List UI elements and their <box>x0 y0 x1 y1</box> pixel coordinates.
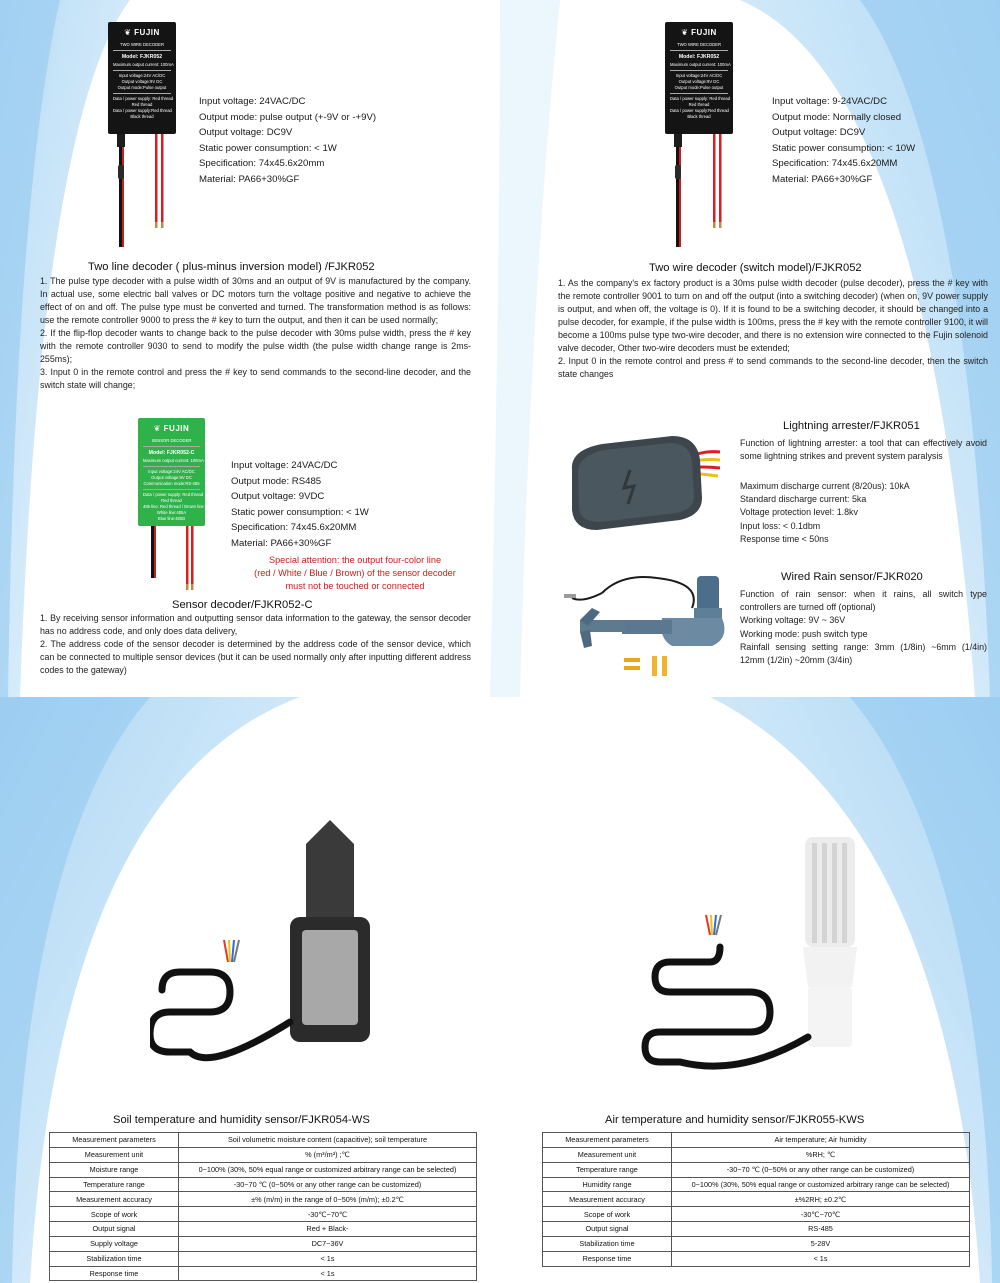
decoder-right-title: Two wire decoder (switch model)/FJKR052 <box>649 262 862 274</box>
box-line: Output voltage:9V DC <box>678 79 720 84</box>
rain-line: Rainfall sensing setting range: 3mm (1/8in) ~6mm (1/4in) 12mm (1/2in) ~20mm (3/4in) <box>740 641 987 666</box>
sensor-decoder-box <box>138 418 205 526</box>
box-line: Output mode:Pulse output <box>674 85 724 90</box>
rain-title: Wired Rain sensor/FJKR020 <box>781 571 923 583</box>
rain-line: Function of rain sensor: when it rains, all switch type controllers are turned off (optional) <box>740 589 987 613</box>
table-row <box>50 1192 477 1207</box>
decoder-right-description <box>558 277 988 381</box>
spec-line: Input loss: < 0.1dbm <box>740 520 821 531</box>
table-value: -30℃~70℃ <box>179 1207 477 1222</box>
table-key: Scope of work <box>50 1207 179 1222</box>
box-line: Maximum output current: 100mA <box>113 62 174 67</box>
warning-line: (red / White / Blue / Brown) of the sensor decoder <box>254 568 456 579</box>
box-line: Communication mode:RS-485 <box>143 481 200 486</box>
spec-line: Input voltage: 24VAC/DC <box>199 96 306 107</box>
spec-line: Maximum discharge current (8/20us): 10kA <box>740 481 910 491</box>
spec-line: Standard discharge current: 5ka <box>740 494 867 505</box>
box-line: Red thread <box>688 102 710 107</box>
decoder-right-box <box>665 22 733 134</box>
box-line: Input voltage:24V AC/DC <box>118 73 166 78</box>
spec-line: Material: PA66+30%GF <box>199 173 300 185</box>
table-value: 5-28V <box>672 1236 970 1251</box>
box-line: 485 line: Red thread / Brown line <box>143 504 204 509</box>
decoder-left-cable-image <box>100 125 180 260</box>
decoder-left-specs <box>199 94 376 188</box>
sensor-decoder-description <box>40 612 471 677</box>
spec-line: Input voltage: 24VAC/DC <box>231 460 338 471</box>
table-row <box>50 1147 477 1162</box>
sensor-decoder-cable-image <box>140 520 210 595</box>
table-row <box>543 1192 970 1207</box>
sensor-decoder-specs <box>231 458 369 552</box>
table-row <box>543 1222 970 1237</box>
spec-line: Input voltage: 9-24VAC/DC <box>772 96 888 107</box>
decoder-right-specs <box>772 94 915 188</box>
paragraph: 2. Input 0 in the remote control and press # to send commands to the second-line decoder, then the switch state changes <box>558 356 988 379</box>
table-value: ±% (m/m) in the range of 0~50% (m/m); ±0.2℃ <box>179 1192 477 1207</box>
table-row <box>543 1236 970 1251</box>
table-key: Temperature range <box>543 1162 672 1177</box>
table-value: ±%2RH; ±0.2℃ <box>672 1192 970 1207</box>
table-row <box>50 1177 477 1192</box>
paragraph: 2. The address code of the sensor decoder is determined by the address code of the sensor device, which can be connected to multiple sensor devices (but it can be used normally only after inputting different address codes to the gateway) <box>40 639 471 675</box>
box-line: Input voltage:24V AC/DC <box>675 73 723 78</box>
table-key: Output signal <box>50 1222 179 1237</box>
table-row <box>543 1133 970 1148</box>
box-line: Output voltage:9V DC <box>151 475 192 480</box>
box-line: Data / power supply:Red thread <box>670 108 729 113</box>
box-line: Input voltage:24V AC/DC <box>148 469 195 474</box>
table-row <box>543 1177 970 1192</box>
spec-line: Specification: 74x45.6x20mm <box>199 158 325 170</box>
rain-description <box>740 588 987 667</box>
table-value: RS-485 <box>672 1222 970 1237</box>
box-line: Red thread <box>161 498 182 503</box>
decoder-left-description <box>40 275 471 392</box>
lightning-arrester-image <box>562 430 732 535</box>
table-value: Soil volumetric moisture content (capacitive); soil temperature <box>179 1133 477 1148</box>
box-line: Maximum output current: 100mA <box>143 458 204 463</box>
table-key: Scope of work <box>543 1207 672 1222</box>
table-value: < 1s <box>179 1266 477 1281</box>
table-key: Stabilization time <box>50 1251 179 1266</box>
table-row <box>50 1207 477 1222</box>
fujin-logo: ❦ FUJIN <box>153 424 190 433</box>
spec-line: Output voltage: 9VDC <box>231 491 325 503</box>
box-line: Black thread <box>130 114 154 119</box>
table-row <box>543 1147 970 1162</box>
table-row <box>50 1266 477 1281</box>
table-key: Measurement parameters <box>543 1133 672 1148</box>
table-key: Response time <box>50 1266 179 1281</box>
spec-line: Static power consumption: < 1W <box>231 506 369 518</box>
table-row <box>543 1207 970 1222</box>
decoder-left-box <box>108 22 176 134</box>
fujin-logo: ❦ FUJIN <box>681 28 717 37</box>
soil-title: Soil temperature and humidity sensor/FJKR054-WS <box>113 1114 370 1126</box>
spec-line: Output mode: RS485 <box>231 475 322 487</box>
spec-line: Voltage protection level: 1.8kv <box>740 507 858 518</box>
table-value: %RH; ℃ <box>672 1147 970 1162</box>
table-key: Measurement unit <box>543 1147 672 1162</box>
leaf-icon: ❦ <box>153 424 161 433</box>
table-value: Air temperature; Air humidity <box>672 1133 970 1148</box>
box-line: White line:485A <box>156 510 187 515</box>
table-key: Moisture range <box>50 1162 179 1177</box>
box-line: Blue line:485B <box>157 516 185 521</box>
table-row <box>50 1133 477 1148</box>
spec-line: Specification: 74x45.6x20MM <box>231 522 357 534</box>
soil-sensor-image <box>150 812 380 1087</box>
spec-line: Output voltage: DC9V <box>199 127 293 139</box>
lightning-specs <box>740 480 910 546</box>
table-value: -30~70 ℃ (0~50% or any other range can be customized) <box>672 1162 970 1177</box>
table-value: < 1s <box>672 1251 970 1266</box>
lightning-description: Function of lightning arrester: a tool that can effectively avoid some lightning strikes and prevent system paralysis <box>740 438 987 462</box>
table-key: Stabilization time <box>543 1236 672 1251</box>
table-row <box>543 1162 970 1177</box>
leaf-icon: ❦ <box>124 28 132 37</box>
box-line: Data / power supply: Red thread <box>143 492 204 497</box>
spec-line: Material: PA66+30%GF <box>231 537 332 549</box>
box-line: Output voltage:9V DC <box>121 79 163 84</box>
spec-line: Specification: 74x45.6x20MM <box>772 158 898 170</box>
table-key: Measurement unit <box>50 1147 179 1162</box>
air-sensor-image <box>640 837 875 1087</box>
table-value: 0~100% (30%, 50% equal range or customized arbitrary range can be selected) <box>179 1162 477 1177</box>
bottom-panel <box>0 697 1000 1283</box>
table-value: -30℃~70℃ <box>672 1207 970 1222</box>
box-line: Red thread <box>131 102 153 107</box>
soil-spec-table <box>49 1132 477 1281</box>
paragraph: 3. Input 0 in the remote control and press the # key to send commands to the second-line decoder, and the switch state will change; <box>40 367 471 390</box>
sensor-decoder-warning <box>226 554 484 594</box>
decoder-right-cable-image <box>657 125 737 260</box>
table-row <box>50 1236 477 1251</box>
box-line: Data / power supply: Red thread <box>113 96 174 101</box>
box-model: Model: FJKR052-C <box>148 450 195 456</box>
rain-line: Working voltage: 9V ~ 36V <box>740 615 846 626</box>
box-line: Output mode:Pulse output <box>117 85 167 90</box>
sensor-decoder-title: Sensor decoder/FJKR052-C <box>172 599 313 611</box>
table-key: Supply voltage <box>50 1236 179 1251</box>
spec-line: Material: PA66+30%GF <box>772 173 873 185</box>
table-key: Measurement parameters <box>50 1133 179 1148</box>
box-line: Data / power supply:Red thread <box>113 108 172 113</box>
table-key: Output signal <box>543 1222 672 1237</box>
box-header: SENSOR DECODER <box>151 438 192 443</box>
box-line: Maximum output current: 100mA <box>670 62 731 67</box>
table-row <box>543 1251 970 1266</box>
fujin-logo: ❦ FUJIN <box>124 28 160 37</box>
table-value: Red + Black- <box>179 1222 477 1237</box>
spec-line: Output mode: Normally closed <box>772 111 902 123</box>
lightning-title: Lightning arrester/FJKR051 <box>783 420 920 432</box>
paragraph: 1. By receiving sensor information and outputting sensor data information to the gateway, the sensor decoder has no address code, and only does data delivery, <box>40 613 471 636</box>
table-row <box>50 1162 477 1177</box>
table-value: % (m³/m³) ;℃ <box>179 1147 477 1162</box>
box-line: Black thread <box>687 114 711 119</box>
air-title: Air temperature and humidity sensor/FJKR055-KWS <box>605 1114 865 1126</box>
spec-line: Output mode: pulse output (+-9V or -+9V) <box>199 111 377 123</box>
box-line: Data / power supply: Red thread <box>670 96 731 101</box>
spec-line: Static power consumption: < 10W <box>772 142 916 154</box>
table-key: Temperature range <box>50 1177 179 1192</box>
spec-line: Output voltage: DC9V <box>772 127 866 139</box>
table-row <box>50 1251 477 1266</box>
leaf-icon: ❦ <box>681 28 689 37</box>
table-value: 0~100% (30%, 50% equal range or customized arbitrary range can be selected) <box>672 1177 970 1192</box>
box-header: TWO WIRE DECODER <box>677 42 721 47</box>
table-key: Measurement accuracy <box>543 1192 672 1207</box>
box-model: Model: FJKR052 <box>678 54 720 60</box>
spec-line: Response time < 50ns <box>740 533 829 544</box>
paragraph: 1. As the company's ex factory product is a 30ms pulse width decoder (pulse decoder), press the # key with the remote controller 9001 to turn on and off the output (into a switching decoder) (when on, 9V power supply is output, and when off, the voltage is 0). If it is found to be a switching decoder, it should be changed into a pulse decoder, for example, if the pulse width is 100ms, press the # key with the remote controller 9100, it will become a 100ms pulse type two-wire decoder, and there is no extension wire connected to the Fujin solenoid valve decoder, Other two-wire decoders must be extended; <box>558 278 988 353</box>
air-spec-table <box>542 1132 970 1267</box>
table-key: Humidity range <box>543 1177 672 1192</box>
table-value: -30~70 ℃ (0~50% or any other range can be customized) <box>179 1177 477 1192</box>
table-value: < 1s <box>179 1251 477 1266</box>
decoder-left-title: Two line decoder ( plus-minus inversion model) /FJKR052 <box>88 261 375 273</box>
warning-line: must not be touched or connected <box>285 581 425 592</box>
warning-line: Special attention: the output four-color line <box>268 555 442 565</box>
box-header: TWO WIRE DECODER <box>120 42 164 47</box>
table-key: Response time <box>543 1251 672 1266</box>
table-value: DC7~36V <box>179 1236 477 1251</box>
table-key: Measurement accuracy <box>50 1192 179 1207</box>
paragraph: 1. The pulse type decoder with a pulse width of 30ms and an output of 9V is manufactured by the company. In actual use, some electric ball valves or DC motors turn the voltage positive and negative to achieve the effect of on and off. The pulse type must be converted and turned. The transformation method is as follows: use the remote controller 9000 to press the # key to turn the output, and then it can be used normally; <box>40 276 471 325</box>
rain-sensor-image <box>562 568 737 683</box>
rain-line: Working mode: push switch type <box>740 628 868 639</box>
spec-line: Static power consumption: < 1W <box>199 142 337 154</box>
table-row <box>50 1222 477 1237</box>
box-model: Model: FJKR052 <box>121 54 163 60</box>
paragraph: 2. If the flip-flop decoder wants to change back to the pulse decoder with 30ms pulse width, press the # key with the remote controller 9030 to send to modify the pulse width (the pulse width change range is 2ms-255ms); <box>40 328 471 364</box>
